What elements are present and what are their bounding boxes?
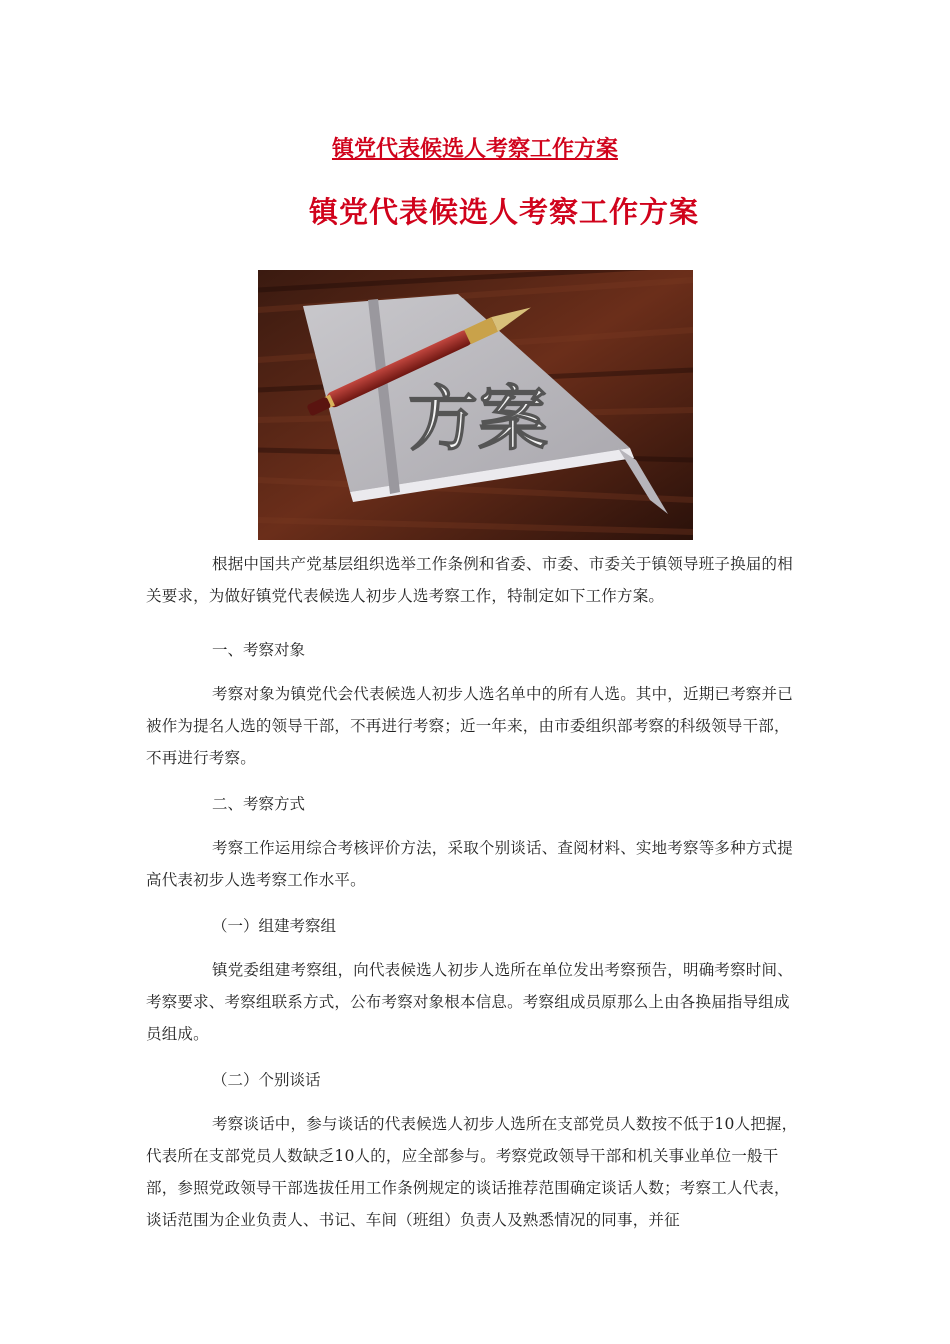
section-1-paragraph: 考察对象为镇党代会代表候选人初步人选名单中的所有人选。其中，近期已考察并已被作为提名人选的领导干部，不再进行考察；近一年来，由市委组织部考察的科级领导干部，不再进行考察。 <box>146 685 793 767</box>
subsection-heading-2: （二）个别谈话 <box>212 1071 321 1089</box>
intro-paragraph: 根据中国共产党基层组织选举工作条例和省委、市委、市委关于镇领导班子换届的相关要求，为做好镇党代表候选人初步人选考察工作，特制定如下工作方案。 <box>146 555 793 605</box>
document-main-title: 镇党代表候选人考察工作方案 <box>308 195 699 229</box>
section-2-paragraph: 考察工作运用综合考核评价方法，采取个别谈话、查阅材料、实地考察等多种方式提高代表初步人选考察工作水平。 <box>146 839 793 889</box>
notebook-pen-photo <box>258 270 693 540</box>
document-link-title[interactable]: 镇党代表候选人考察工作方案 <box>331 137 618 162</box>
section-heading-1: 一、考察对象 <box>212 641 306 659</box>
document-body <box>146 548 802 1236</box>
image-caption-text: 方案 <box>408 378 548 460</box>
subsection-1-paragraph: 镇党委组建考察组，向代表候选人初步人选所在单位发出考察预告，明确考察时间、考察要求、考察组联系方式，公布考察对象根本信息。考察组成员原那么上由各换届指导组成员组成。 <box>146 961 793 1043</box>
subsection-heading-1: （一）组建考察组 <box>212 917 337 935</box>
section-heading-2: 二、考察方式 <box>212 795 306 813</box>
subsection-2-paragraph: 考察谈话中，参与谈话的代表候选人初步人选所在支部党员人数按不低于10人把握，代表所在支部党员人数缺乏10人的，应全部参与。考察党政领导干部和机关事业单位一般干部，参照党政领导干部选拔任用工作条例规定的谈话推荐范围确定谈话人数；考察工人代表，谈话范围为企业负责人、书记、车间（班组）负责人及熟悉情况的同事，并征 <box>146 1115 798 1229</box>
